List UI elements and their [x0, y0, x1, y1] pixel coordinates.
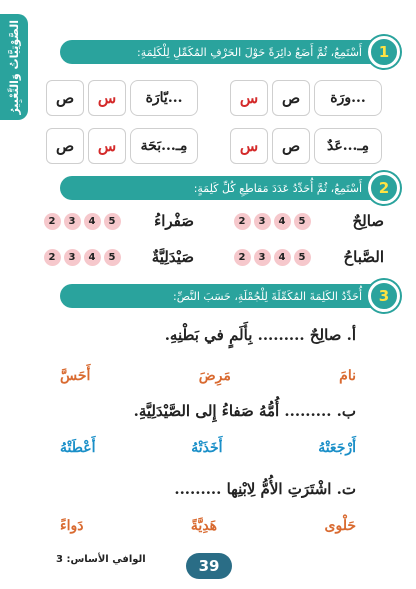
exercise-instruction: أَسْتَمِعُ، ثُمَّ أُحَدِّدُ عَدَدَ مَقاطِعِ كُلِّ كَلِمَةٍ: [193, 181, 362, 195]
letter-option[interactable]: ص [46, 80, 84, 116]
syllable-count-option[interactable]: 3 [254, 249, 271, 266]
syllable-count-option[interactable]: 2 [44, 213, 61, 230]
option-word[interactable]: دَواءً [60, 518, 84, 534]
exercise-instruction: أَسْتَمِعُ، ثُمَّ أَضَعُ دائِرَةً حَوْلَ الحَرْفِ المُكَمِّلِ لِلْكَلِمَةِ: [137, 45, 362, 59]
exercise-number: 3 [368, 280, 400, 312]
word-fragment: ...يّارَة [130, 80, 198, 116]
syllable-count-option[interactable]: 3 [64, 249, 81, 266]
q2-item [232, 212, 384, 230]
q1-item [226, 80, 382, 116]
syllable-options [232, 249, 312, 266]
word: صالِحٌ [352, 212, 384, 230]
letter-option[interactable]: س [230, 80, 268, 116]
exercise-number: 1 [368, 36, 400, 68]
q1-item [42, 128, 198, 164]
word-fragment: مِـ...بَحَة [130, 128, 198, 164]
page-number: 39 [186, 553, 232, 579]
syllable-options [42, 213, 122, 230]
q2-item [42, 212, 194, 230]
syllable-count-option[interactable]: 5 [294, 249, 311, 266]
syllable-count-option[interactable]: 2 [44, 249, 61, 266]
option-word[interactable]: أَعْطَتْهُ [60, 440, 96, 456]
q2-item [42, 248, 194, 266]
option-word[interactable]: مَرِضَ [198, 368, 231, 384]
exercise-number: 2 [368, 172, 400, 204]
syllable-count-option[interactable]: 5 [104, 249, 121, 266]
options-a [60, 368, 356, 384]
exercise-3-header [60, 284, 394, 308]
q2-item [232, 248, 384, 266]
option-word[interactable]: أَرْجَعَتْهُ [318, 440, 356, 456]
syllable-count-option[interactable]: 2 [234, 213, 251, 230]
word: صَفْراءُ [154, 212, 194, 230]
option-word[interactable]: نامَ [339, 368, 356, 384]
syllable-count-option[interactable]: 4 [84, 213, 101, 230]
options-c [60, 518, 356, 534]
syllable-count-option[interactable]: 3 [254, 213, 271, 230]
sentence-b: ب. ......... أُمُّهُ صَفاءُ إِلى الصَّيْدَلِيَّةِ. [133, 402, 356, 420]
syllable-options [232, 213, 312, 230]
letter-option[interactable]: ص [46, 128, 84, 164]
letter-option[interactable]: س [88, 80, 126, 116]
option-word[interactable]: حَلْوى [324, 518, 356, 534]
word: صَيْدَلِيَّةٌ [151, 248, 194, 266]
letter-option[interactable]: س [88, 128, 126, 164]
sentence-c: ت. اشْتَرَتِ الأُمُّ لِابْنِها ......... [174, 480, 356, 498]
option-word[interactable]: أَخَذَتْهُ [191, 440, 223, 456]
section-tab: الصَّوْتِيَّاتُ وَالتَّعْبِيرُ [0, 14, 28, 120]
option-word[interactable]: هَدِيَّةً [190, 518, 218, 534]
syllable-count-option[interactable]: 3 [64, 213, 81, 230]
options-b [60, 440, 356, 456]
word-fragment: ...ورَة [314, 80, 382, 116]
book-title: الوافي الأساس: 3 [56, 554, 146, 565]
syllable-options [42, 249, 122, 266]
letter-option[interactable]: ص [272, 80, 310, 116]
option-word[interactable]: أَحَسَّ [60, 368, 91, 384]
word: الصَّباحُ [343, 248, 384, 266]
q1-item [226, 128, 382, 164]
syllable-count-option[interactable]: 4 [84, 249, 101, 266]
sentence-a: أ. صالِحٌ ......... بِأَلَمٍ في بَطْنِهِ. [164, 326, 356, 344]
letter-option[interactable]: س [230, 128, 268, 164]
exercise-1-header [60, 40, 394, 64]
letter-option[interactable]: ص [272, 128, 310, 164]
syllable-count-option[interactable]: 5 [294, 213, 311, 230]
syllable-count-option[interactable]: 4 [274, 213, 291, 230]
word-fragment: مِـ...عَدٌ [314, 128, 382, 164]
syllable-count-option[interactable]: 5 [104, 213, 121, 230]
exercise-instruction: أُحَدِّدُ الكَلِمَةَ المُكَمِّلَةَ لِلْجُمْلَةِ، حَسَبَ النَّصِّ: [173, 289, 362, 303]
q1-item [42, 80, 198, 116]
syllable-count-option[interactable]: 2 [234, 249, 251, 266]
exercise-2-header [60, 176, 394, 200]
syllable-count-option[interactable]: 4 [274, 249, 291, 266]
